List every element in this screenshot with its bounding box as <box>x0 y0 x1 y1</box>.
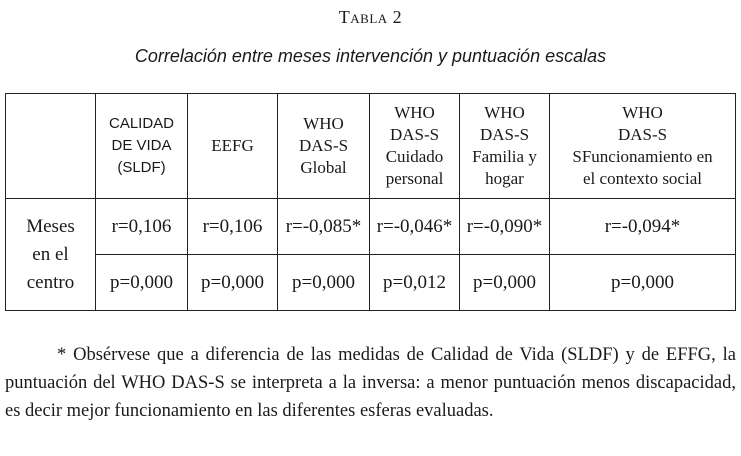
table-subtitle: Correlación entre meses intervención y puntuación escalas <box>134 46 607 66</box>
r-value-cell: r=-0,090* <box>460 199 550 255</box>
footnote-text: * Obsérvese que a diferencia de las medidas de Calidad de Vida (SLDF) y de EFFG, la puntuación del WHO DAS-S se interpreta a la inversa: a menor puntuación menos discapacidad, es decir mejor funcionamiento en las diferentes esferas evaluadas. <box>5 345 736 421</box>
p-value-cell: p=0,000 <box>460 255 550 311</box>
header-who-das-familia: WHO DAS-S Familia y hogar <box>460 94 550 199</box>
row-label-meses-en-el-centro: Meses en el centro <box>6 199 96 311</box>
p-value-cell: p=0,000 <box>188 255 278 311</box>
header-eefg: EEFG <box>188 94 278 199</box>
p-values-row <box>6 255 736 311</box>
header-row <box>6 94 736 199</box>
r-value-cell: r=-0,085* <box>278 199 370 255</box>
header-who-das-social: WHO DAS-S SFuncionamiento en el contexto social <box>550 94 736 199</box>
p-value-cell: p=0,000 <box>96 255 188 311</box>
empty-corner-cell <box>6 94 96 199</box>
r-value-cell: r=0,106 <box>188 199 278 255</box>
correlation-table <box>5 93 736 311</box>
p-value-cell: p=0,000 <box>278 255 370 311</box>
p-value-cell: p=0,000 <box>550 255 736 311</box>
table-title: Tabla 2 <box>338 7 403 27</box>
p-value-cell: p=0,012 <box>370 255 460 311</box>
r-values-row <box>6 199 736 255</box>
r-value-cell: r=0,106 <box>96 199 188 255</box>
header-who-das-cuidado: WHO DAS-S Cuidado personal <box>370 94 460 199</box>
r-value-cell: r=-0,094* <box>550 199 736 255</box>
header-calidad-de-vida: CALIDAD DE VIDA (SLDF) <box>96 94 188 199</box>
header-who-das-global: WHO DAS-S Global <box>278 94 370 199</box>
r-value-cell: r=-0,046* <box>370 199 460 255</box>
